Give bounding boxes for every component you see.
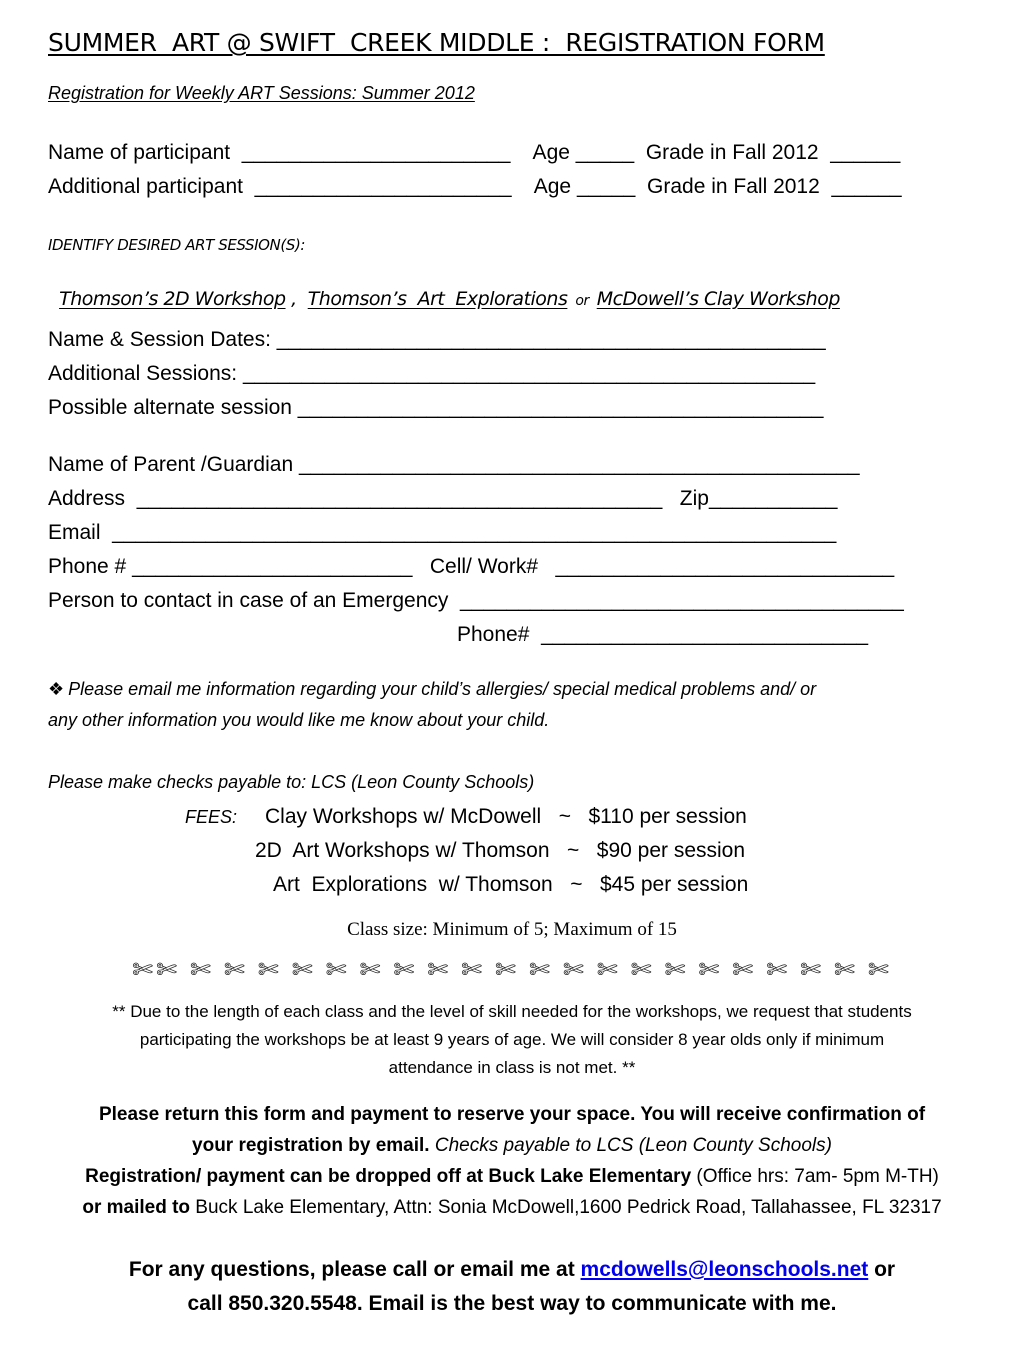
return-line3 xyxy=(0,1166,1024,1188)
additional-sessions-field[interactable]: Additional Sessions: _________________________________________________ xyxy=(48,362,816,385)
checks-note: Please make checks payable to: LCS (Leon County Schools) xyxy=(48,772,535,792)
fees-label: FEES: xyxy=(185,807,238,827)
return-line1: Please return this form and payment to reserve your space. You will receive confirmation of xyxy=(98,1104,926,1125)
form-subtitle: Registration for Weekly ART Sessions: Summer 2012 xyxy=(48,83,475,103)
session-option-explorations: Thomson’s Art Explorations xyxy=(307,288,568,310)
participant-field[interactable]: Name of participant _______________________ Age _____ Grade in Fall 2012 ______ xyxy=(48,141,901,164)
contact-email-link[interactable]: mcdowells@leonschools.net xyxy=(580,1258,869,1281)
session-option-2d: Thomson’s 2D Workshop xyxy=(59,288,286,310)
age-note-line1: ** Due to the length of each class and the level of skill needed for the workshops, we request that students xyxy=(112,1002,912,1021)
emergency-contact-field[interactable]: Person to contact in case of an Emergency ______________________________________ xyxy=(48,589,904,612)
session-option-clay: McDowell’s Clay Workshop xyxy=(596,288,840,310)
session-dates-field[interactable]: Name & Session Dates: _______________________________________________ xyxy=(48,328,826,351)
session-separator: , xyxy=(285,288,308,310)
email-field[interactable]: Email ______________________________________________________________ xyxy=(48,521,837,544)
contact-suffix: or xyxy=(868,1258,896,1281)
info-note-text: Please email me information regarding your child’s allergies/ special medical problems and/ or xyxy=(68,679,817,699)
return-line4 xyxy=(0,1197,1024,1219)
alternate-session-field[interactable]: Possible alternate session _____________________________________________ xyxy=(48,396,824,419)
fee-explorations: Art Explorations w/ Thomson ~ $45 per session xyxy=(273,873,749,896)
fee-2d: 2D Art Workshops w/ Thomson ~ $90 per session xyxy=(255,839,746,862)
session-options xyxy=(48,266,840,310)
return-line2-bold: your registration by email. xyxy=(192,1135,430,1156)
fees-row-clay xyxy=(185,805,747,829)
form-title: SUMMER ART @ SWIFT CREEK MIDDLE : REGISTRATION FORM xyxy=(48,28,825,57)
return-line2 xyxy=(0,1135,1024,1157)
session-or: or xyxy=(575,293,589,309)
info-note-line2: any other information you would like me know about your child. xyxy=(48,710,550,730)
additional-participant-field[interactable]: Additional participant ______________________ Age _____ Grade in Fall 2012 ______ xyxy=(48,175,902,198)
info-note-line1 xyxy=(48,679,816,700)
diamond-bullet-icon: ❖ xyxy=(48,679,65,699)
return-line3-bold: Registration/ payment can be dropped off at Buck Lake Elementary xyxy=(85,1166,692,1187)
age-note-line2: participating the workshops be at least 9 years of age. We will consider 8 year olds only if minimum xyxy=(139,1030,885,1049)
return-line4-bold: or mailed to xyxy=(82,1197,191,1218)
parent-name-field[interactable]: Name of Parent /Guardian ________________________________________________ xyxy=(48,453,860,476)
return-line2-italic: Checks payable to LCS (Leon County Schools) xyxy=(429,1135,832,1156)
class-size: Class size: Minimum of 5; Maximum of 15 xyxy=(347,919,677,940)
contact-line1 xyxy=(0,1258,1024,1282)
phone-field[interactable]: Phone # ________________________ Cell/ Work# _____________________________ xyxy=(48,555,895,578)
age-note-line3: attendance in class is not met. ** xyxy=(388,1058,636,1077)
emergency-phone-field[interactable]: Phone# ____________________________ xyxy=(457,623,869,646)
contact-line2: call 850.320.5548. Email is the best way to communicate with me. xyxy=(187,1292,837,1315)
contact-prefix: For any questions, please call or email me at xyxy=(128,1258,581,1281)
return-line3-hours: (Office hrs: 7am- 5pm M-TH) xyxy=(691,1166,939,1187)
scissors-cut-line-icon: ✄✄ ✄ ✄ ✄ ✄ ✄ ✄ ✄ ✄ ✄ ✄ ✄ ✄ ✄ ✄ ✄ ✄ ✄ ✄ ✄ ✄ ✄ xyxy=(132,956,892,984)
address-field[interactable]: Address _____________________________________________ Zip___________ xyxy=(48,487,838,510)
mailing-address: Buck Lake Elementary, Attn: Sonia McDowell,1600 Pedrick Road, Tallahassee, FL 32317 xyxy=(190,1197,942,1218)
fee-clay: Clay Workshops w/ McDowell ~ $110 per session xyxy=(265,805,747,828)
sessions-heading: IDENTIFY DESIRED ART SESSION(S): xyxy=(48,236,306,254)
